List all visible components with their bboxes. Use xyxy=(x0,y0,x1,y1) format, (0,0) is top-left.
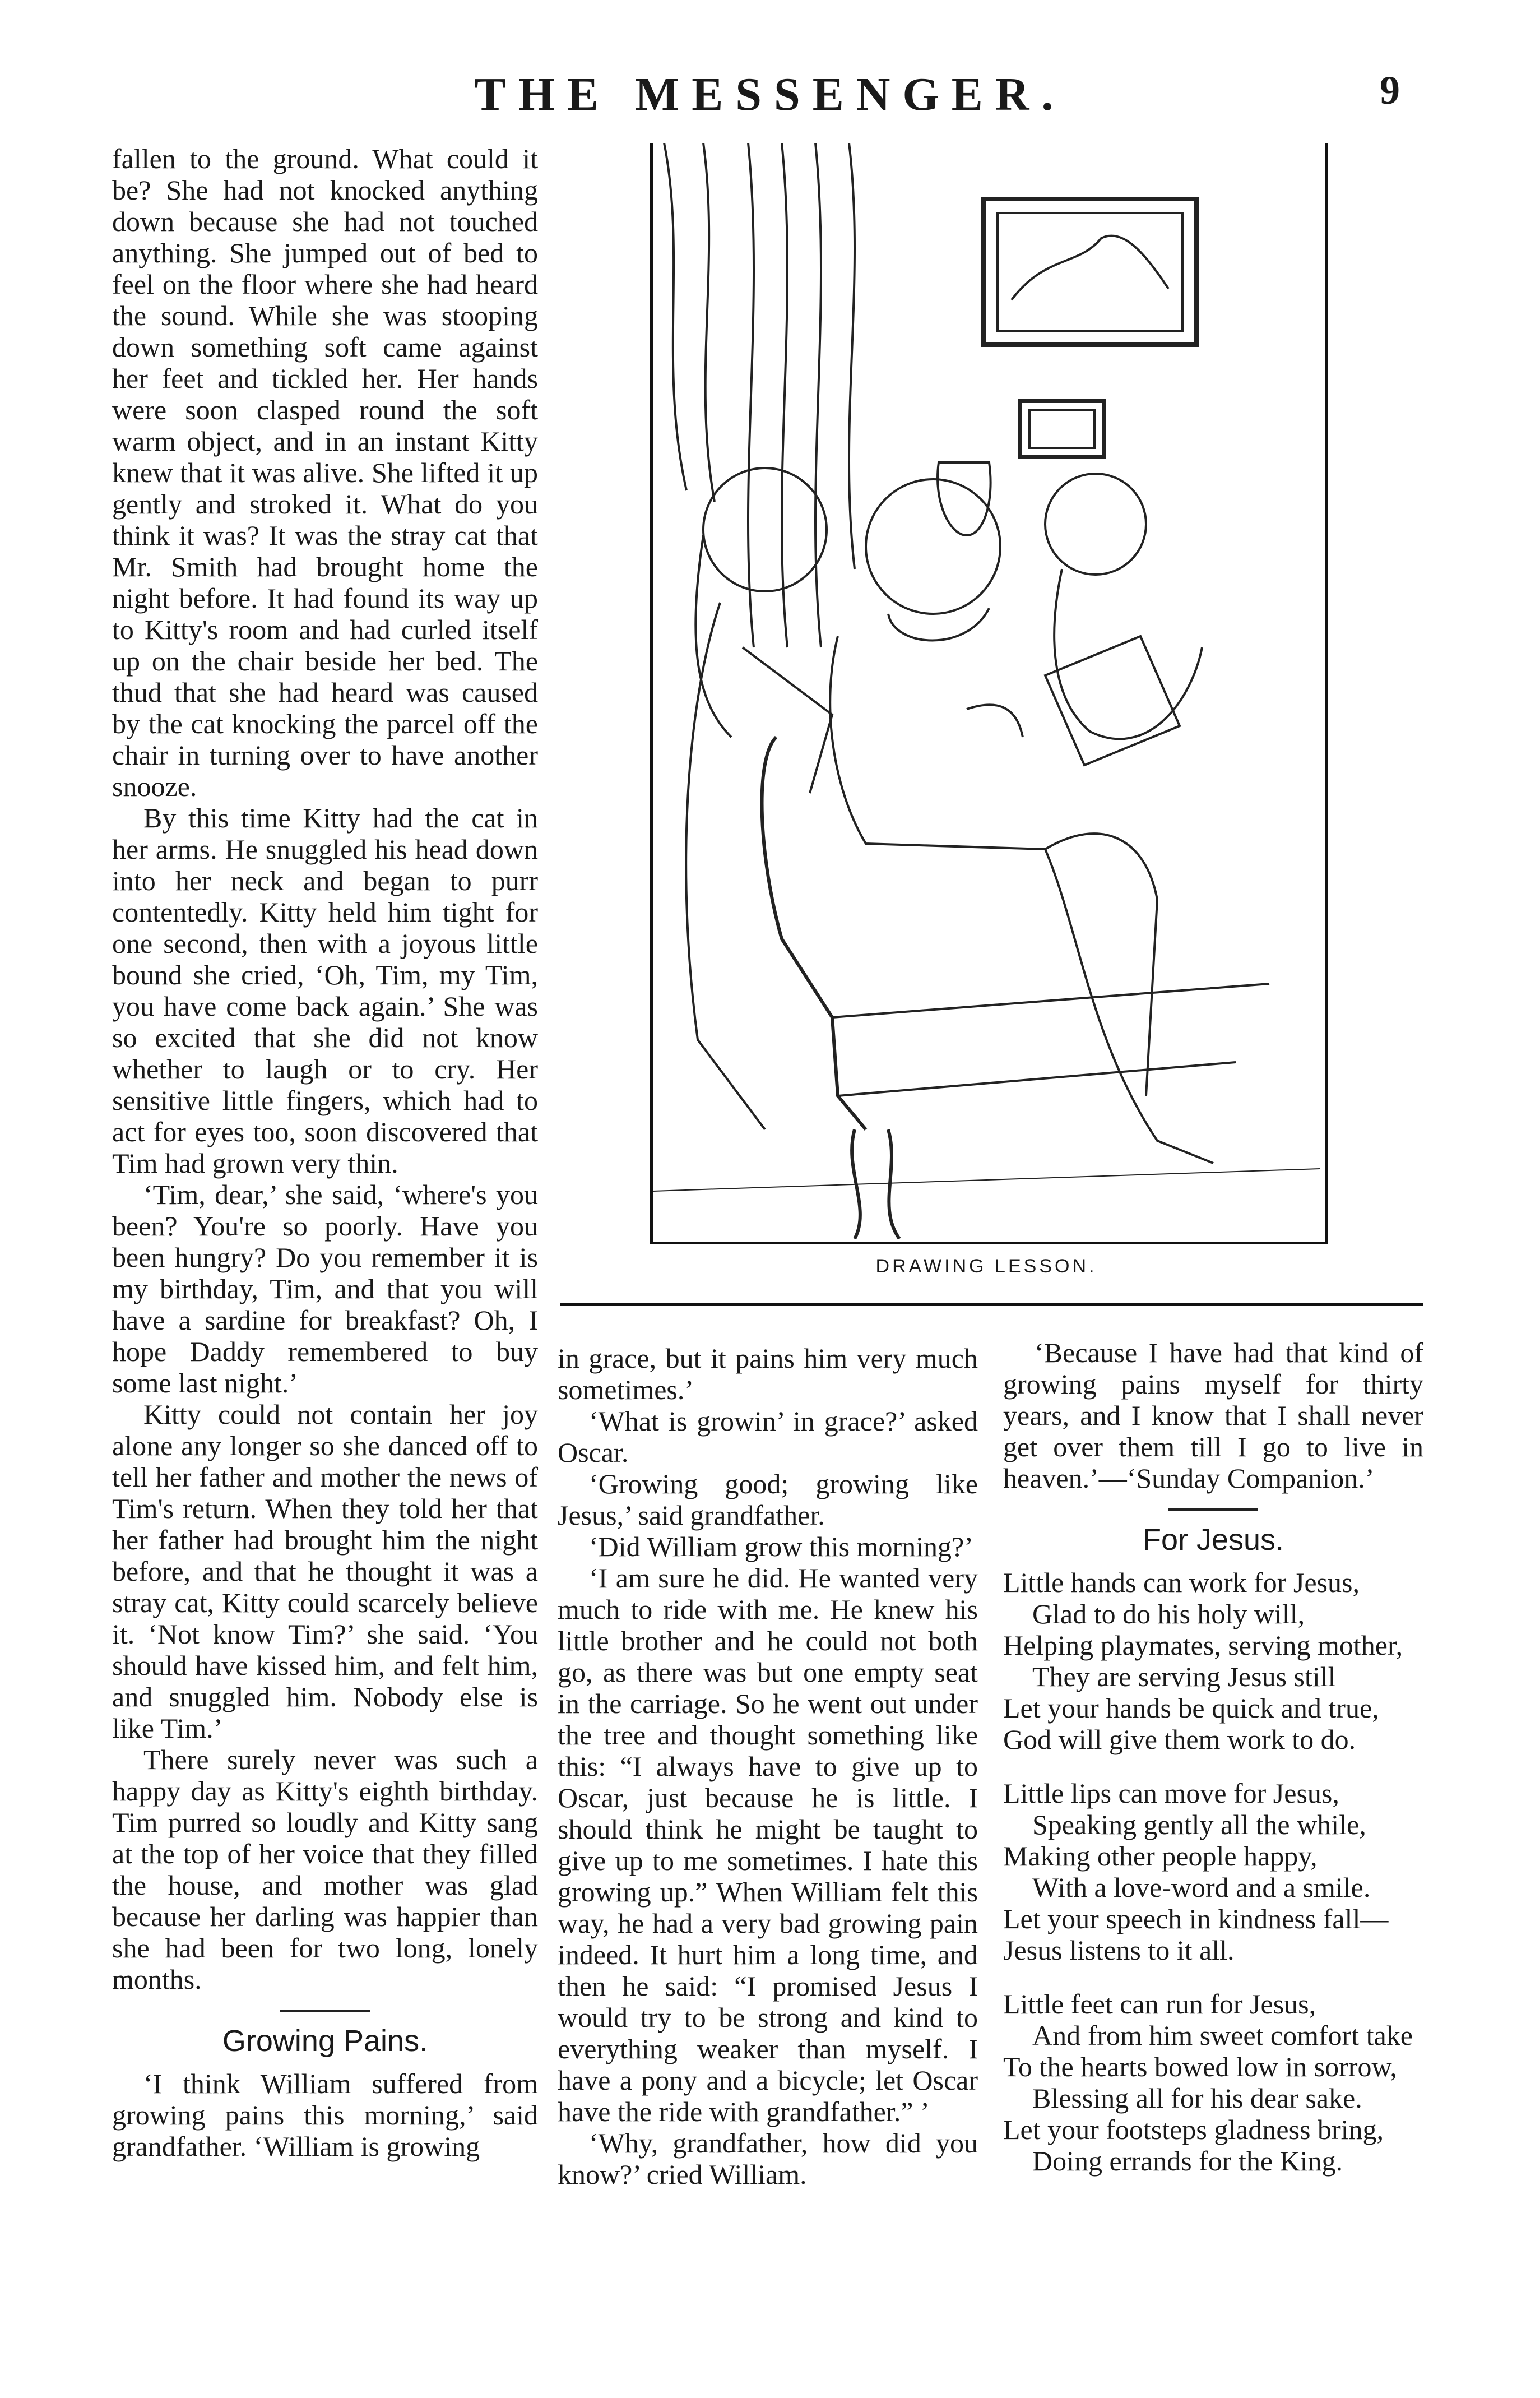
poem-line: With a love-word and a smile. xyxy=(1032,1872,1371,1903)
story-paragraph: ‘Tim, dear,’ she said, ‘where's you been? You're so poorly. Have you been hungry? Do you remember it is my birthday, Tim, and that you will have a sardine for breakfast? Oh, I hope Daddy remembered to buy some last night.’ xyxy=(112,1179,538,1399)
poem-line: Let your speech in kindness fall— xyxy=(1003,1903,1389,1934)
horizontal-rule xyxy=(560,1303,1423,1306)
section-divider xyxy=(280,2010,370,2012)
column-middle xyxy=(558,1342,978,2190)
growing-pains-paragraph: ‘Growing good; growing like Jesus,’ said grandfather. xyxy=(558,1468,978,1531)
page-header xyxy=(0,67,1540,135)
poem-line: To the hearts bowed low in sorrow, xyxy=(1003,2051,1397,2082)
poem-stanza xyxy=(1003,1777,1423,1966)
masthead-title: THE MESSENGER. xyxy=(474,68,1066,121)
poem-line: Blessing all for his dear sake. xyxy=(1032,2082,1362,2114)
growing-pains-paragraph: ‘Because I have had that kind of growing pains myself for thirty years, and I know that I shall never get over them till I go to live in heaven.’—‘Sunday Companion.’ xyxy=(1003,1337,1423,1494)
growing-pains-paragraph: ‘I think William suffered from growing pains this morning,’ said grandfather. ‘William is growing xyxy=(112,2068,538,2162)
poem-stanza xyxy=(1003,1988,1423,2177)
drawing-lesson-illustration xyxy=(650,143,1328,1244)
growing-pains-paragraph: ‘I am sure he did. He wanted very much to ride with me. He knew his little brother and he could not both go, as there was but one empty seat in the carriage. So he went out under the tree and thought something like this: “I always have to give up to Oscar, just because he is little. I should think he might be taught to give up to me sometimes. I hate this growing up.” When William felt this way, he had a very bad growing pain indeed. It hurt him a long time, and then he said: “I promised Jesus I would try to be strong and kind to everything weaker than myself. I have a pony and a bicycle; let Oscar have the ride with grandfather.” ’ xyxy=(558,1562,978,2127)
growing-pains-paragraph: in grace, but it pains him very much sometimes.’ xyxy=(558,1342,978,1405)
growing-pains-paragraph: ‘What is growin’ in grace?’ asked Oscar. xyxy=(558,1405,978,1468)
poem-line: They are serving Jesus still xyxy=(1032,1661,1336,1692)
poem-line: And from him sweet comfort take xyxy=(1032,2020,1413,2051)
growing-pains-paragraph: ‘Why, grandfather, how did you know?’ cried William. xyxy=(558,2127,978,2190)
poem-line: Little lips can move for Jesus, xyxy=(1003,1777,1339,1809)
poem-line: Little feet can run for Jesus, xyxy=(1003,1988,1316,2020)
section-divider xyxy=(1168,1508,1258,1511)
story-paragraph: fallen to the ground. What could it be? She had not knocked anything down because she had not touched anything. She jumped out of bed to feel on the floor where she had heard the sound. While she was stooping down something soft came against her feet and tickled her. Her hands were soon clasped round the soft warm object, and in an instant Kitty knew that it was alive. She lifted it up gently and stroked it. What do you think it was? It was the stray cat that Mr. Smith had brought home the night before. It had found its way up to Kitty's room and had curled itself up on the chair beside her bed. The thud that she had heard was caused by the cat knocking the parcel off the chair in turning over to have another snooze. xyxy=(112,143,538,802)
story-paragraph: There surely never was such a happy day as Kitty's eighth birthday. Tim purred so loudly and Kitty sang at the top of her voice that they filled the house, and mother was glad because her darling was happier than she had been for two long, lonely months. xyxy=(112,1744,538,1995)
poem-stanza xyxy=(1003,1567,1423,1755)
illustration-drawing xyxy=(653,143,1320,1239)
poem-line: Doing errands for the King. xyxy=(1032,2145,1343,2177)
poem-line: Making other people happy, xyxy=(1003,1840,1318,1872)
column-right xyxy=(1003,1337,1423,2199)
page-number: 9 xyxy=(1380,68,1400,113)
poem-title: For Jesus. xyxy=(1142,1523,1284,1557)
poem-line: Glad to do his holy will, xyxy=(1032,1598,1305,1629)
poem-line: Helping playmates, serving mother, xyxy=(1003,1629,1403,1661)
column-left xyxy=(112,143,538,2162)
growing-pains-paragraph: ‘Did William grow this morning?’ xyxy=(589,1531,973,1562)
story-paragraph: Kitty could not contain her joy alone any longer so she danced off to tell her father and mother the news of Tim's return. When they told her that her father had brought him the night before, and that he thought it was a stray cat, Kitty could scarcely believe it. ‘Not know Tim?’ she said. ‘You should have kissed him, and felt him, and snuggled him. Nobody else is like Tim.’ xyxy=(112,1399,538,1744)
poem-line: Speaking gently all the while, xyxy=(1032,1809,1366,1840)
story-paragraph: By this time Kitty had the cat in her arms. He snuggled his head down into her neck and began to purr contentedly. Kitty held him tight for one second, then with a joyous little bound she cried, ‘Oh, Tim, my Tim, you have come back again.’ She was so excited that she did not know whether to laugh or to cry. Her sensitive little fingers, which had to act for eyes too, soon discovered that Tim had grown very thin. xyxy=(112,802,538,1179)
poem-line: Let your hands be quick and true, xyxy=(1003,1692,1379,1724)
illustration-caption: DRAWING LESSON. xyxy=(875,1256,1097,1277)
poem-line: Little hands can work for Jesus, xyxy=(1003,1567,1360,1598)
growing-pains-title: Growing Pains. xyxy=(222,2024,428,2058)
poem xyxy=(1003,1567,1423,2177)
poem-line: Jesus listens to it all. xyxy=(1003,1934,1235,1966)
poem-line: Let your footsteps gladness bring, xyxy=(1003,2114,1384,2145)
poem-line: God will give them work to do. xyxy=(1003,1724,1356,1755)
